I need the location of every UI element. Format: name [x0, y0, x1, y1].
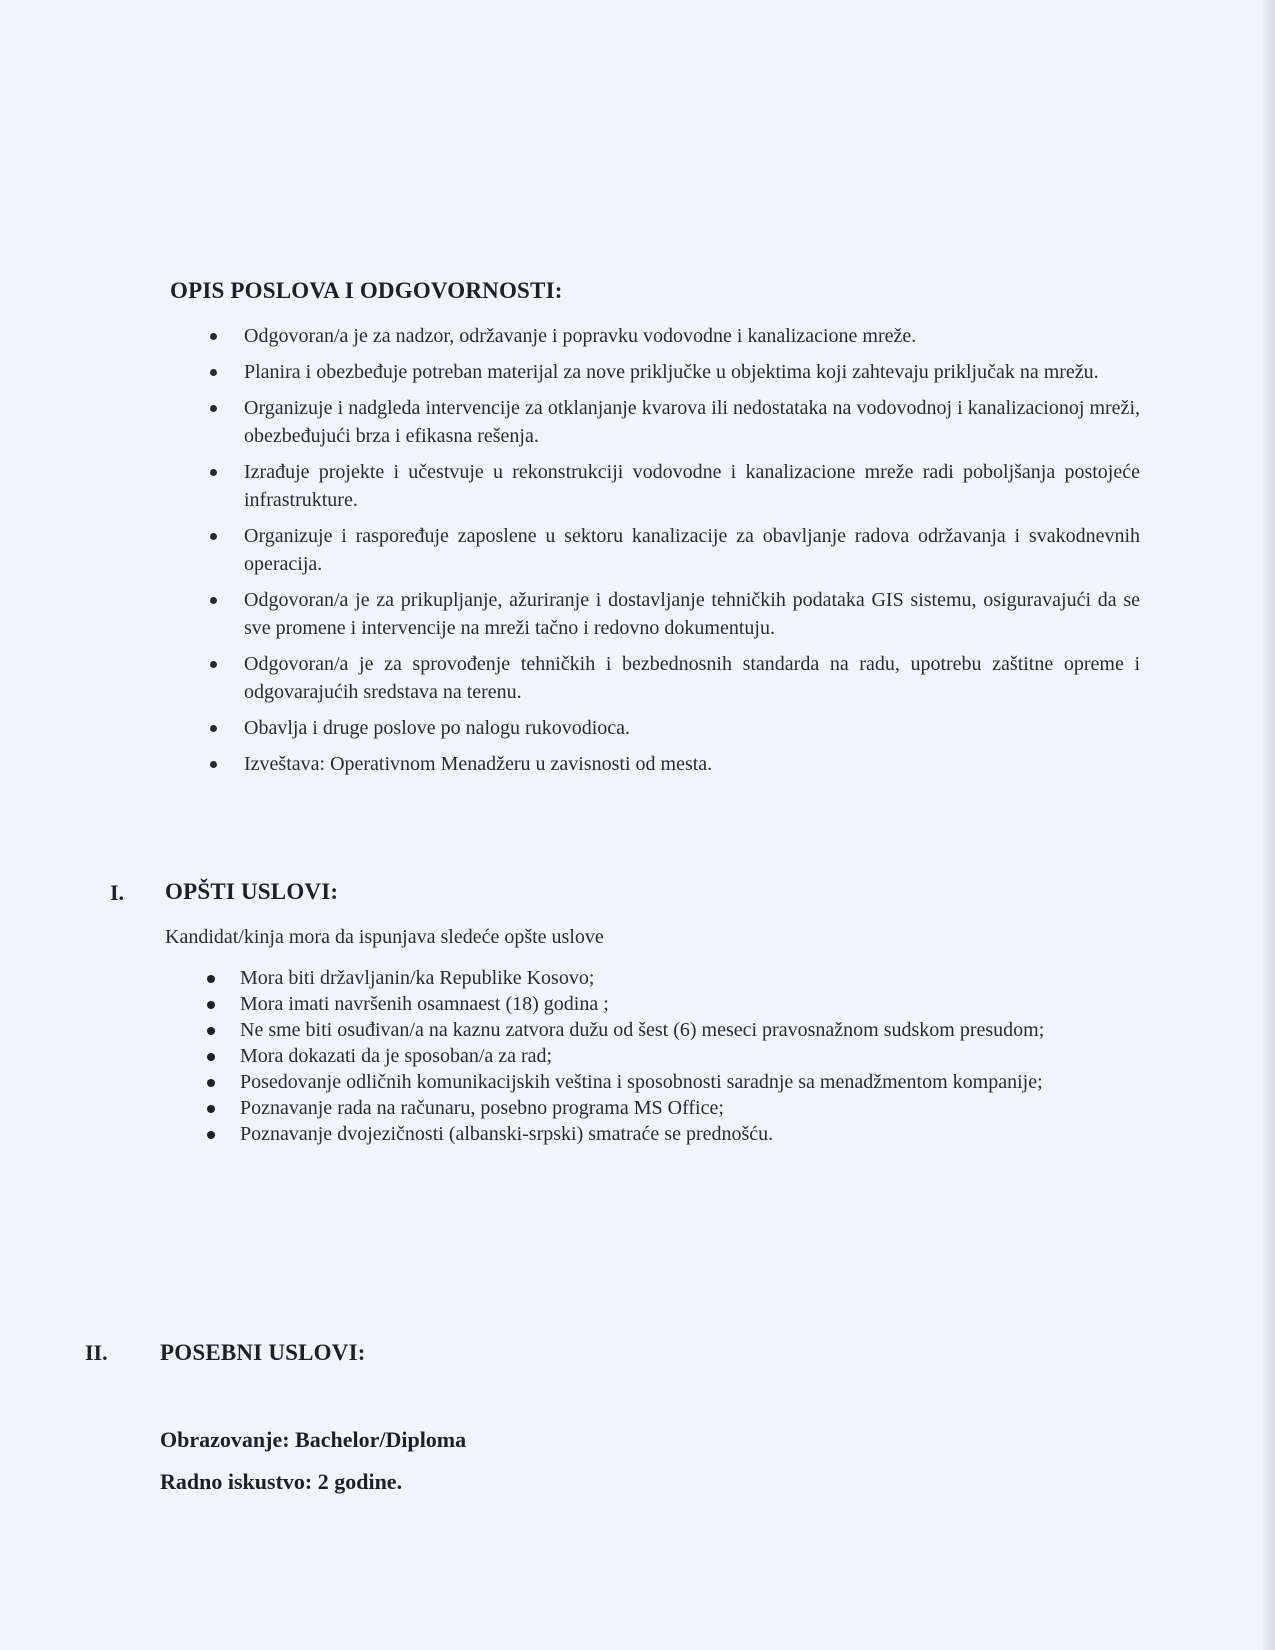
general-intro: Kandidat/kinja mora da ispunjava sledeće opšte uslove: [165, 926, 604, 948]
special-section-number: II.: [85, 1340, 108, 1365]
education-requirement: Obrazovanje: Bachelor/Diploma: [160, 1427, 467, 1452]
special-title: POSEBNI USLOVI:: [160, 1340, 366, 1365]
list-item: Odgovoran/a je za prikupljanje, ažuriranje i dostavljanje tehničkih podataka GIS sistemu, osiguravajući da se sve promene i intervencije na mreži tačno i redovno dokumentuju.: [244, 586, 1140, 642]
list-item: Posedovanje odličnih komunikacijskih veština i sposobnosti saradnje sa menadžmentom kompanije;: [240, 1070, 1120, 1095]
list-item: Organizuje i raspoređuje zaposlene u sektoru kanalizacije za obavljanje radova održavanja i svakodnevnih operacija.: [244, 522, 1140, 578]
general-title: OPŠTI USLOVI:: [165, 879, 339, 904]
general-section-number: I.: [110, 880, 125, 905]
experience-requirement: Radno iskustvo: 2 godine.: [160, 1469, 403, 1494]
list-item: Izveštava: Operativnom Menadžeru u zavisnosti od mesta.: [244, 750, 1140, 778]
list-item: Organizuje i nadgleda intervencije za otklanjanje kvarova ili nedostataka na vodovodnoj i kanalizacionoj mreži, obezbeđujući brza i efikasna rešenja.: [244, 394, 1140, 450]
list-item: Mora imati navršenih osamnaest (18) godina ;: [240, 992, 1120, 1017]
duties-list: [244, 322, 1140, 786]
list-item: Mora biti državljanin/ka Republike Kosovo;: [240, 966, 1120, 991]
list-item: Odgovoran/a je za nadzor, održavanje i popravku vodovodne i kanalizacione mreže.: [244, 322, 1140, 350]
list-item: Obavlja i druge poslove po nalogu rukovodioca.: [244, 714, 1140, 742]
general-list: [240, 966, 1120, 1148]
list-item: Odgovoran/a je za sprovođenje tehničkih i bezbednosnih standarda na radu, upotrebu zaštitne opreme i odgovarajućih sredstava na terenu.: [244, 650, 1140, 706]
list-item: Izrađuje projekte i učestvuje u rekonstrukciji vodovodne i kanalizacione mreže radi poboljšanja postojeće infrastrukture.: [244, 458, 1140, 514]
list-item: Poznavanje dvojezičnosti (albanski-srpski) smatraće se prednošću.: [240, 1122, 1120, 1147]
duties-title: OPIS POSLOVA I ODGOVORNOSTI:: [170, 278, 563, 303]
list-item: Poznavanje rada na računaru, posebno programa MS Office;: [240, 1096, 1120, 1121]
list-item: Planira i obezbeđuje potreban materijal za nove priključke u objektima koji zahtevaju priključak na mrežu.: [244, 358, 1140, 386]
list-item: Ne sme biti osuđivan/a na kaznu zatvora dužu od šest (6) meseci pravosnažnom sudskom presudom;: [240, 1018, 1120, 1043]
page-edge: [1263, 0, 1275, 1650]
list-item: Mora dokazati da je sposoban/a za rad;: [240, 1044, 1120, 1069]
